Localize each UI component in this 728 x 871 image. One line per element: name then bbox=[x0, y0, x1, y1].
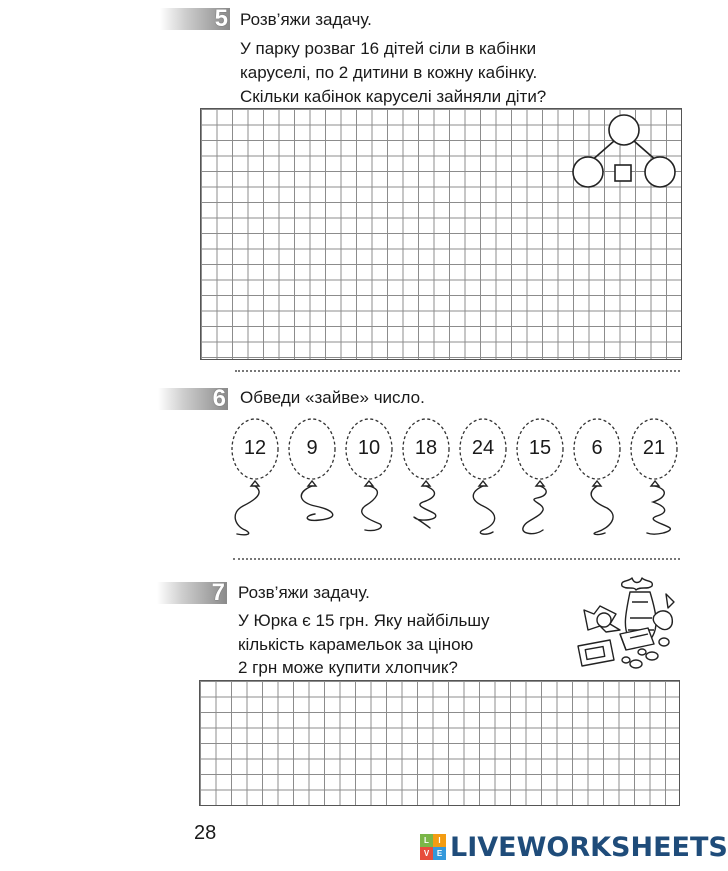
balloon-knot bbox=[365, 481, 373, 486]
task-5-number: 5 bbox=[214, 5, 228, 32]
balloon-number: 21 bbox=[642, 437, 666, 459]
task-7-text-line-2: кількість карамельок за ціною bbox=[238, 635, 474, 654]
balloon-15[interactable] bbox=[514, 417, 566, 481]
balloon-knot bbox=[251, 481, 259, 486]
logo-icon-letter: L bbox=[420, 834, 433, 847]
logo-icon-letter: I bbox=[433, 834, 446, 847]
task-5-badge bbox=[160, 5, 230, 32]
task-5-text-line-2: каруселі, по 2 дитини в кожну кабінку. bbox=[240, 63, 538, 82]
balloon-knot bbox=[536, 481, 544, 486]
task-7-text-line-1: У Юрка є 15 грн. Яку найбільшу bbox=[238, 611, 490, 630]
balloon-knot bbox=[308, 481, 316, 486]
task-7-number: 7 bbox=[211, 579, 225, 606]
balloon-number: 15 bbox=[528, 437, 552, 459]
diagram-circle-left bbox=[573, 157, 603, 187]
diagram-circle-top bbox=[609, 115, 639, 145]
candy-illustration bbox=[570, 572, 678, 676]
liveworksheets-logo[interactable] bbox=[420, 830, 728, 864]
balloon-9[interactable] bbox=[286, 417, 338, 481]
balloon-6[interactable] bbox=[571, 417, 623, 481]
balloon-number: 18 bbox=[414, 437, 438, 459]
balloon-knot bbox=[422, 481, 430, 486]
liveworksheets-logo-icon bbox=[420, 834, 446, 860]
balloon-string bbox=[362, 486, 382, 531]
balloon-12[interactable] bbox=[229, 417, 281, 481]
balloon-string bbox=[414, 486, 436, 528]
task-6-number: 6 bbox=[212, 385, 226, 412]
task-5-heading: Розв’яжи задачу. bbox=[240, 10, 372, 29]
balloon-21[interactable] bbox=[628, 417, 680, 481]
balloon-knot bbox=[593, 481, 601, 486]
task-7-badge bbox=[157, 579, 227, 606]
liveworksheets-logo-text: LIVEWORKSHEETS bbox=[450, 831, 728, 863]
balloon-string bbox=[591, 486, 613, 535]
balloon-18[interactable] bbox=[400, 417, 452, 481]
diagram-circle-right bbox=[645, 157, 675, 187]
task-7-answer-grid[interactable] bbox=[199, 680, 680, 806]
separator-dots-1 bbox=[235, 370, 680, 372]
bow-shape bbox=[622, 578, 653, 590]
balloon-string bbox=[301, 486, 332, 520]
task-7-heading: Розв’яжи задачу. bbox=[238, 583, 370, 602]
balloon-number: 10 bbox=[357, 437, 381, 459]
balloon-string bbox=[647, 486, 670, 534]
logo-icon-letter: E bbox=[433, 847, 446, 860]
balloon-knot bbox=[651, 481, 659, 486]
task-7-text-line-3: 2 грн може купити хлопчик? bbox=[238, 658, 458, 677]
task-6-badge bbox=[158, 385, 228, 412]
balloon-string bbox=[235, 486, 259, 535]
balloon-number: 12 bbox=[243, 437, 267, 459]
task-6-heading: Обведи «зайве» число. bbox=[240, 388, 425, 407]
logo-icon-letter: V bbox=[420, 847, 433, 860]
balloon-number: 24 bbox=[471, 437, 495, 459]
balloon-string bbox=[473, 486, 494, 534]
part-whole-diagram bbox=[570, 112, 678, 190]
balloon-10[interactable] bbox=[343, 417, 395, 481]
task-5-text-line-1: У парку розваг 16 дітей сіли в кабінки bbox=[240, 39, 537, 58]
task-5-text-line-3: Скільки кабінок каруселі зайняли діти? bbox=[240, 87, 547, 106]
balloon-strings bbox=[225, 478, 685, 538]
page-number: 28 bbox=[194, 822, 217, 844]
separator-dots-2 bbox=[233, 558, 680, 560]
diagram-square bbox=[615, 165, 631, 181]
balloon-string bbox=[523, 486, 546, 534]
balloon-knot bbox=[479, 481, 487, 486]
balloon-number: 9 bbox=[306, 437, 318, 459]
balloon-24[interactable] bbox=[457, 417, 509, 481]
balloon-number: 6 bbox=[591, 437, 603, 459]
